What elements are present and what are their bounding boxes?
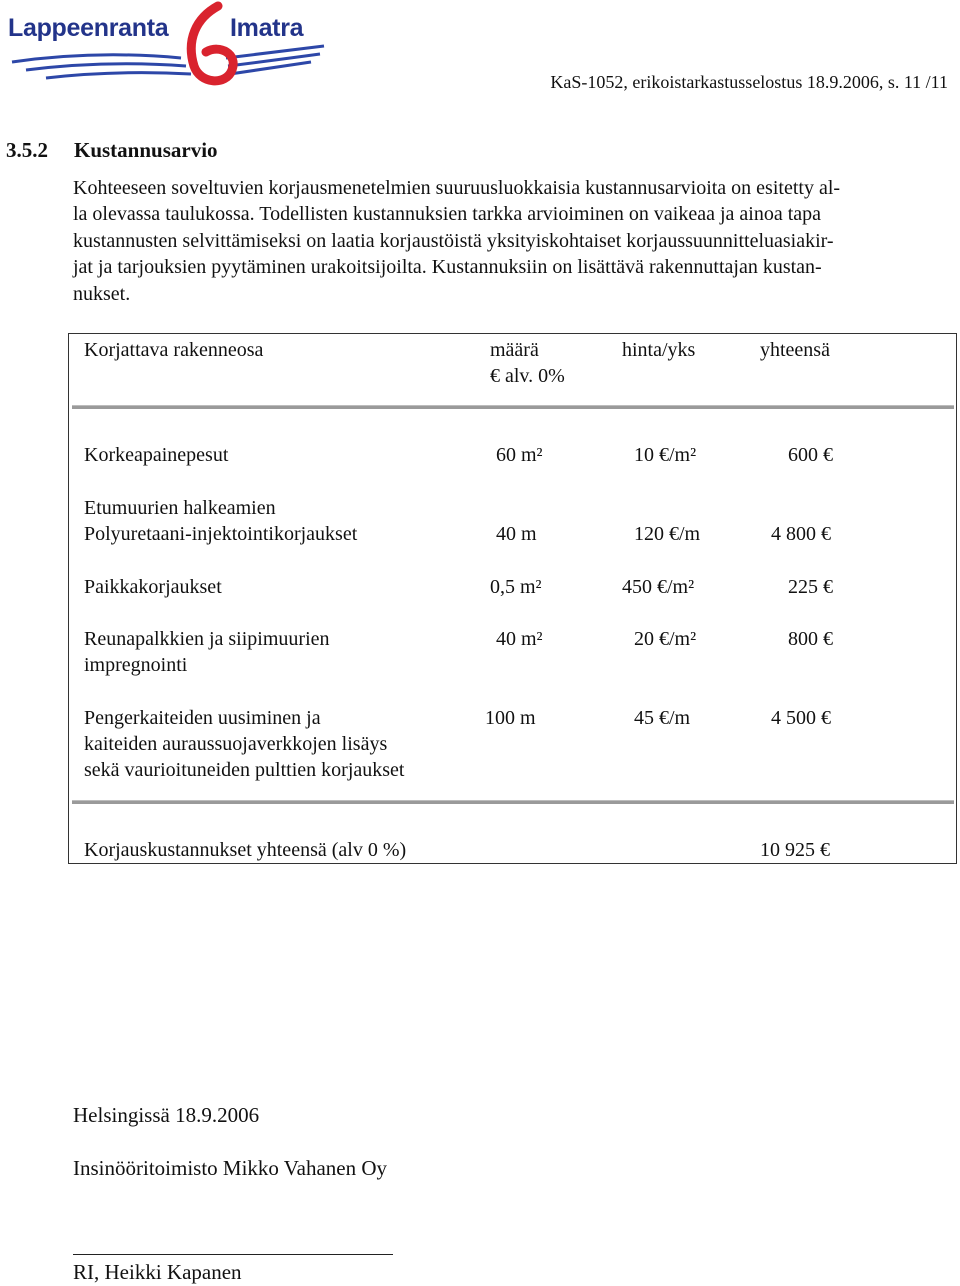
row-part: Korkeapainepesut <box>84 444 229 466</box>
row-unit-price: 10 €/m² <box>634 444 697 466</box>
logo-left-text: Lappeenranta <box>8 14 169 42</box>
row-unit-price: 450 €/m² <box>622 576 695 598</box>
row-total: 800 € <box>788 628 833 650</box>
row-quantity: 40 m <box>496 523 537 545</box>
row-part: impregnointi <box>84 654 188 676</box>
company-name: Insinööritoimisto Mikko Vahanen Oy <box>73 1156 388 1180</box>
place-date: Helsingissä 18.9.2006 <box>73 1103 260 1127</box>
row-total: 225 € <box>788 576 833 598</box>
row-part: Pengerkaiteiden uusiminen ja <box>84 707 321 729</box>
header-part: Korjattava rakenneosa <box>84 339 264 361</box>
row-quantity: 100 m <box>485 707 536 729</box>
row-quantity: 40 m² <box>496 628 543 650</box>
row-unit-price: 120 €/m <box>634 523 701 545</box>
total-label: Korjauskustannukset yhteensä (alv 0 %) <box>84 839 407 861</box>
row-total: 4 800 € <box>771 523 831 545</box>
intro-line: la olevassa taulukossa. Todellisten kustannuksien tarkka arvioiminen on vaikeaa ja ainoa tapa <box>73 203 822 226</box>
row-part: Etumuurien halkeamien <box>84 497 276 519</box>
table-total-rule <box>72 800 954 804</box>
row-part: Reunapalkkien ja siipimuurien <box>84 628 330 650</box>
intro-line: jat ja tarjouksien pyytäminen urakoitsijoilta. Kustannuksiin on lisättävä rakennuttajan kustan- <box>73 256 822 279</box>
row-total: 4 500 € <box>771 707 831 729</box>
row-part: Polyuretaani-injektointikorjaukset <box>84 523 358 545</box>
row-part: Paikkakorjaukset <box>84 576 222 598</box>
row-quantity: 60 m² <box>496 444 543 466</box>
header-vat-note: € alv. 0% <box>490 365 565 387</box>
intro-paragraph <box>73 175 953 307</box>
row-total: 600 € <box>788 444 833 466</box>
row-part: kaiteiden auraussuojaverkkojen lisäys <box>84 733 388 755</box>
intro-line: kustannusten selvittämiseksi on laatia korjaustöistä yksityiskohtaiset korjaussuunnitteluasiakir- <box>73 229 834 252</box>
logo-right-text: Imatra <box>230 14 304 42</box>
header-unit-price: hinta/yks <box>622 339 696 361</box>
section-title: Kustannusarvio <box>74 138 218 162</box>
city-logo <box>6 0 326 92</box>
intro-line: nukset. <box>73 282 131 305</box>
signer-name: RI, Heikki Kapanen <box>73 1260 242 1284</box>
row-part: sekä vaurioituneiden pulttien korjaukset <box>84 759 405 781</box>
table-header-rule <box>72 405 954 409</box>
intro-line: Kohteeseen soveltuvien korjausmenetelmien suuruusluokkaisia kustannusarvioita on esitetty al- <box>73 177 841 199</box>
signature-line <box>73 1254 393 1255</box>
row-quantity: 0,5 m² <box>490 576 542 598</box>
section-number: 3.5.2 <box>6 138 48 162</box>
header-quantity: määrä <box>490 339 539 361</box>
header-total: yhteensä <box>760 339 830 361</box>
document-reference: KaS-1052, erikoistarkastusselostus 18.9.2006, s. 11 /11 <box>550 72 948 92</box>
row-unit-price: 20 €/m² <box>634 628 697 650</box>
row-unit-price: 45 €/m <box>634 707 691 729</box>
total-value: 10 925 € <box>760 839 830 861</box>
section-heading <box>6 138 218 163</box>
